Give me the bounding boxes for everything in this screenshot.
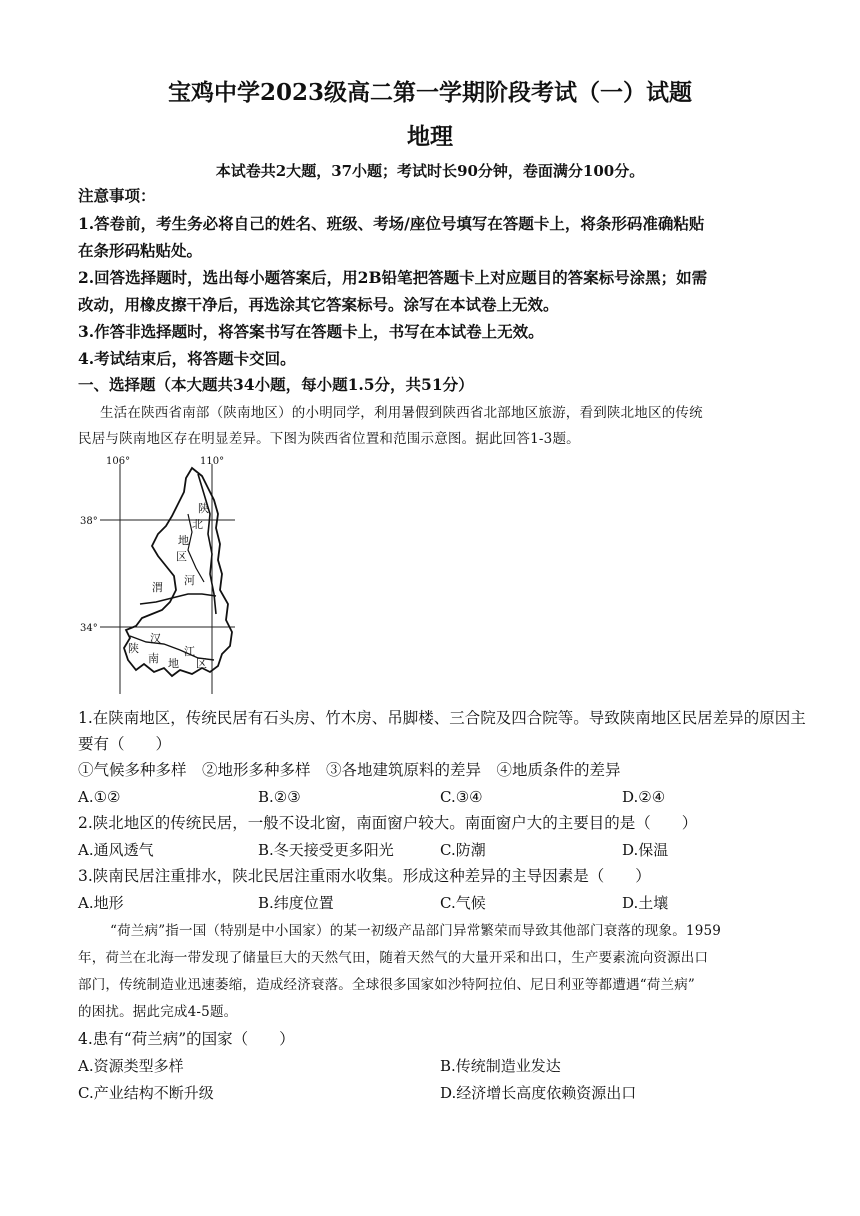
passage-line-3: 部门，传统制造业迅速萎缩，造成经济衰落。全球很多国家如沙特阿拉伯、尼日利亚等都遭遇“荷兰病” bbox=[78, 977, 696, 993]
notice-item-4: 4.考试结束后，将答题卡交回。 bbox=[78, 349, 296, 368]
label-he: 河 bbox=[184, 574, 195, 587]
label-jiang: 江 bbox=[184, 645, 195, 658]
q1-option-b: B.②③ bbox=[258, 788, 301, 806]
yellow-river bbox=[198, 474, 216, 614]
q2-stem: 2.陕北地区的传统民居，一般不设北窗，南面窗户较大。南面窗户大的主要目的是（ ） bbox=[78, 814, 698, 832]
q4-stem: 4.患有“荷兰病”的国家（ ） bbox=[78, 1030, 295, 1048]
q1-items: ①气候多种多样 ②地形多种多样 ③各地建筑原料的差异 ④地质条件的差异 bbox=[78, 761, 621, 779]
passage-line-1: “荷兰病”指一国（特别是中小国家）的某一初级产品部门异常繁荣而导致其他部门衰落的现象。1959 bbox=[110, 923, 722, 939]
q4-option-d: D.经济增长高度依赖资源出口 bbox=[440, 1084, 637, 1102]
wei-river bbox=[140, 594, 216, 604]
exam-meta: 本试卷共2大题，37小题；考试时长90分钟，卷面满分100分。 bbox=[215, 162, 645, 180]
q3-stem: 3.陕南民居注重排水，陕北民居注重雨水收集。形成这种差异的主导因素是（ ） bbox=[78, 867, 651, 885]
q2-option-b: B.冬天接受更多阳光 bbox=[258, 841, 394, 859]
q3-option-b: B.纬度位置 bbox=[258, 894, 334, 912]
passage-line-4: 的困扰。据此完成4-5题。 bbox=[78, 1004, 238, 1020]
notice-heading: 注意事项： bbox=[78, 186, 156, 205]
label-qu-s: 区 bbox=[196, 657, 207, 670]
q3-option-a: A.地形 bbox=[78, 894, 124, 912]
section-heading: 一、选择题（本大题共34小题，每小题1.5分，共51分） bbox=[78, 375, 474, 394]
label-bei: 北 bbox=[192, 518, 203, 531]
q3-option-c: C.气候 bbox=[440, 894, 486, 912]
label-di-s: 地 bbox=[168, 657, 179, 670]
intro-line-1: 生活在陕西省南部（陕南地区）的小明同学，利用暑假到陕西省北部地区旅游，看到陕北地区的传统 bbox=[100, 405, 703, 421]
exam-title: 宝鸡中学2023级高二第一学期阶段考试（一）试题 bbox=[167, 79, 692, 106]
q4-option-c: C.产业结构不断升级 bbox=[78, 1084, 214, 1102]
q1-stem-a: 1.在陕南地区，传统民居有石头房、竹木房、吊脚楼、三合院及四合院等。导致陕南地区民居差异的原因主 bbox=[78, 709, 806, 727]
label-han: 汉 bbox=[150, 632, 161, 645]
label-qu-n: 区 bbox=[176, 550, 187, 563]
province-outline bbox=[124, 468, 232, 676]
notice-item-1a: 1.答卷前，考生务必将自己的姓名、班级、考场/座位号填写在答题卡上，将条形码准确粘贴 bbox=[78, 214, 705, 233]
q4-option-a: A.资源类型多样 bbox=[78, 1057, 184, 1075]
q2-option-d: D.保温 bbox=[622, 841, 669, 859]
label-wei: 渭 bbox=[152, 581, 163, 594]
shaanxi-map bbox=[80, 454, 240, 699]
q4-option-b: B.传统制造业发达 bbox=[440, 1057, 561, 1075]
label-shaan-n: 陕 bbox=[198, 502, 209, 515]
label-nan: 南 bbox=[148, 652, 159, 665]
q1-option-d: D.②④ bbox=[622, 788, 666, 806]
q1-option-a: A.①② bbox=[78, 788, 121, 806]
label-shaan-s: 陕 bbox=[128, 642, 139, 655]
passage-line-2: 年，荷兰在北海一带发现了储量巨大的天然气田，随着天然气的大量开采和出口，生产要素流向资源出口 bbox=[78, 950, 709, 966]
subject-title: 地理 bbox=[407, 123, 453, 150]
label-di-n: 地 bbox=[178, 534, 189, 547]
q3-option-d: D.土壤 bbox=[622, 894, 669, 912]
lat-label-34: 34° bbox=[80, 623, 98, 634]
notice-item-2b: 改动，用橡皮擦干净后，再选涂其它答案标号。涂写在本试卷上无效。 bbox=[78, 295, 559, 314]
lat-label-38: 38° bbox=[80, 516, 98, 527]
q1-stem-b: 要有（ ） bbox=[78, 735, 172, 753]
notice-item-1b: 在条形码粘贴处。 bbox=[78, 241, 203, 260]
notice-item-3: 3.作答非选择题时，将答案书写在答题卡上，书写在本试卷上无效。 bbox=[78, 322, 544, 341]
q2-option-a: A.通风透气 bbox=[78, 841, 154, 859]
intro-line-2: 民居与陕南地区存在明显差异。下图为陕西省位置和范围示意图。据此回答1-3题。 bbox=[78, 431, 580, 447]
lon-label-110: 110° bbox=[200, 456, 225, 467]
q1-option-c: C.③④ bbox=[440, 788, 483, 806]
notice-item-2a: 2.回答选择题时，选出每小题答案后，用2B铅笔把答题卡上对应题目的答案标号涂黑；如需 bbox=[78, 268, 708, 287]
q2-option-c: C.防潮 bbox=[440, 841, 486, 859]
lon-label-106: 106° bbox=[106, 456, 131, 467]
